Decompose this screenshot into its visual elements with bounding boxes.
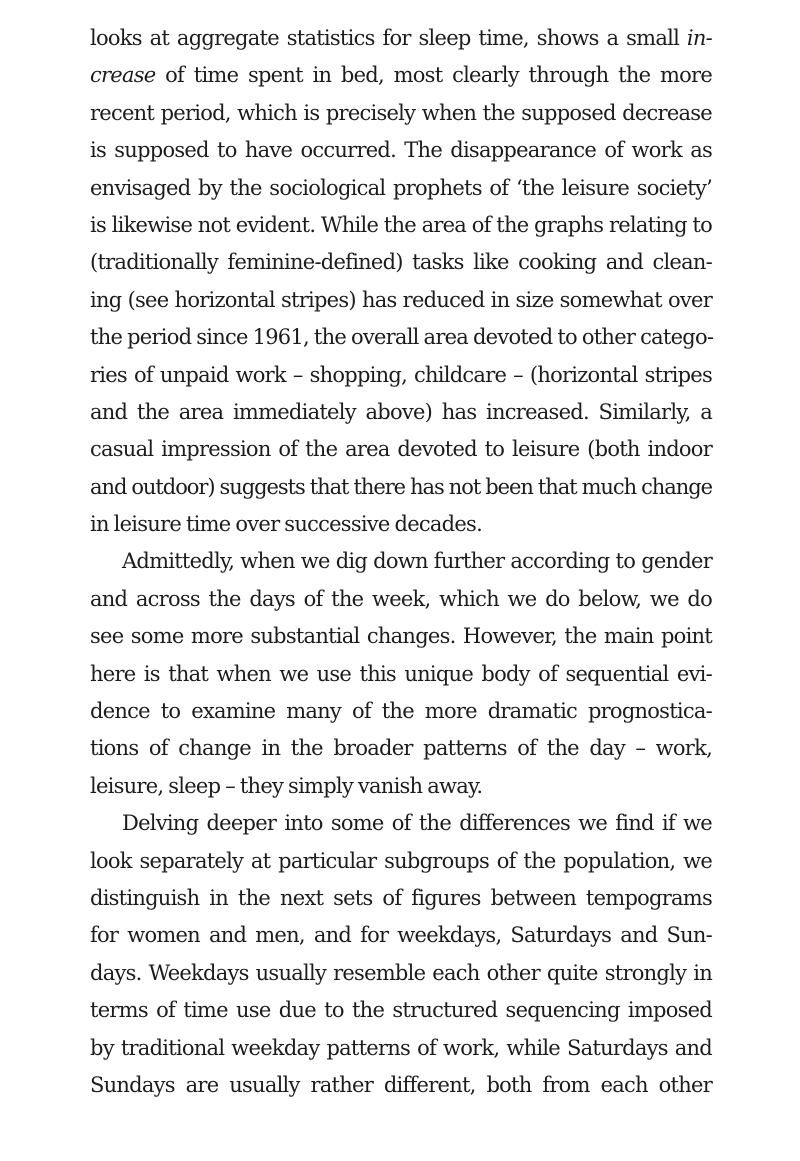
text-line — [90, 805, 712, 842]
body-text — [90, 20, 712, 1104]
text-segment: Sundays are usually rather different, both from each other — [90, 1072, 712, 1097]
text-segment: ing (see horizontal stripes) has reduced in size somewhat over — [90, 287, 712, 312]
italic-text: crease — [90, 63, 156, 88]
text-line — [90, 1067, 712, 1104]
text-line — [90, 581, 712, 618]
text-line — [90, 618, 712, 655]
text-segment: distinguish in the next sets of figures between tempograms — [90, 885, 712, 910]
text-segment: see some more substantial changes. However, the main point — [90, 624, 712, 649]
text-line — [90, 693, 712, 730]
text-line — [90, 20, 712, 57]
text-segment: and outdoor) suggests that there has not been that much change — [90, 474, 712, 499]
text-segment: the period since 1961, the overall area devoted to other catego- — [90, 325, 714, 350]
text-line — [90, 1030, 712, 1067]
text-segment: is supposed to have occurred. The disappearance of work as — [90, 138, 712, 163]
text-segment: tions of change in the broader patterns of the day – work, — [90, 736, 712, 761]
text-line — [90, 282, 712, 319]
text-line — [90, 730, 712, 767]
text-segment: envisaged by the sociological prophets of ‘the leisure society’ — [90, 175, 712, 200]
text-line — [90, 95, 712, 132]
text-segment: dence to examine many of the more dramatic prognostica- — [90, 699, 712, 724]
text-line — [90, 319, 712, 356]
text-line — [90, 543, 712, 580]
text-segment: and across the days of the week, which we do below, we do — [90, 586, 712, 611]
text-line — [90, 170, 712, 207]
text-segment: casual impression of the area devoted to leisure (both indoor — [90, 437, 712, 462]
text-segment: is likewise not evident. While the area of the graphs relating to — [90, 212, 712, 237]
text-segment: looks at aggregate statistics for sleep time, shows a small — [90, 26, 687, 50]
text-line — [90, 357, 712, 394]
text-segment: of time spent in bed, most clearly through the more — [155, 63, 712, 88]
text-line — [90, 207, 712, 244]
text-line — [90, 394, 712, 431]
italic-text: in- — [686, 26, 712, 50]
text-segment: Delving deeper into some of the differences we find if we — [122, 811, 712, 836]
text-segment: terms of time use due to the structured sequencing imposed — [90, 998, 712, 1023]
text-segment: here is that when we use this unique body of sequential evi- — [90, 661, 712, 686]
text-line — [90, 768, 712, 805]
text-segment: look separately at particular subgroups of the population, we — [90, 848, 712, 873]
text-segment: by traditional weekday patterns of work, while Saturdays and — [90, 1035, 712, 1060]
text-segment: leisure, sleep – they simply vanish away. — [90, 773, 483, 798]
text-segment: for women and men, and for weekdays, Saturdays and Sun- — [90, 923, 712, 948]
text-line — [90, 132, 712, 169]
text-line — [90, 57, 712, 94]
text-segment: days. Weekdays usually resemble each other quite strongly in — [90, 960, 712, 985]
text-line — [90, 917, 712, 954]
text-segment: recent period, which is precisely when the supposed decrease — [90, 100, 712, 125]
text-segment: in leisure time over successive decades. — [90, 512, 483, 537]
text-line — [90, 431, 712, 468]
text-segment: (traditionally feminine-defined) tasks like cooking and clean- — [90, 250, 712, 275]
text-line — [90, 843, 712, 880]
text-line — [90, 244, 712, 281]
text-segment: and the area immediately above) has increased. Similarly, a — [90, 399, 712, 424]
text-segment: ries of unpaid work – shopping, childcare – (horizontal stripes — [90, 362, 712, 387]
text-line — [90, 880, 712, 917]
text-line — [90, 955, 712, 992]
text-line — [90, 506, 712, 543]
text-line — [90, 992, 712, 1029]
text-line — [90, 656, 712, 693]
text-segment: Admittedly, when we dig down further according to gender — [122, 549, 712, 574]
text-line — [90, 469, 712, 506]
